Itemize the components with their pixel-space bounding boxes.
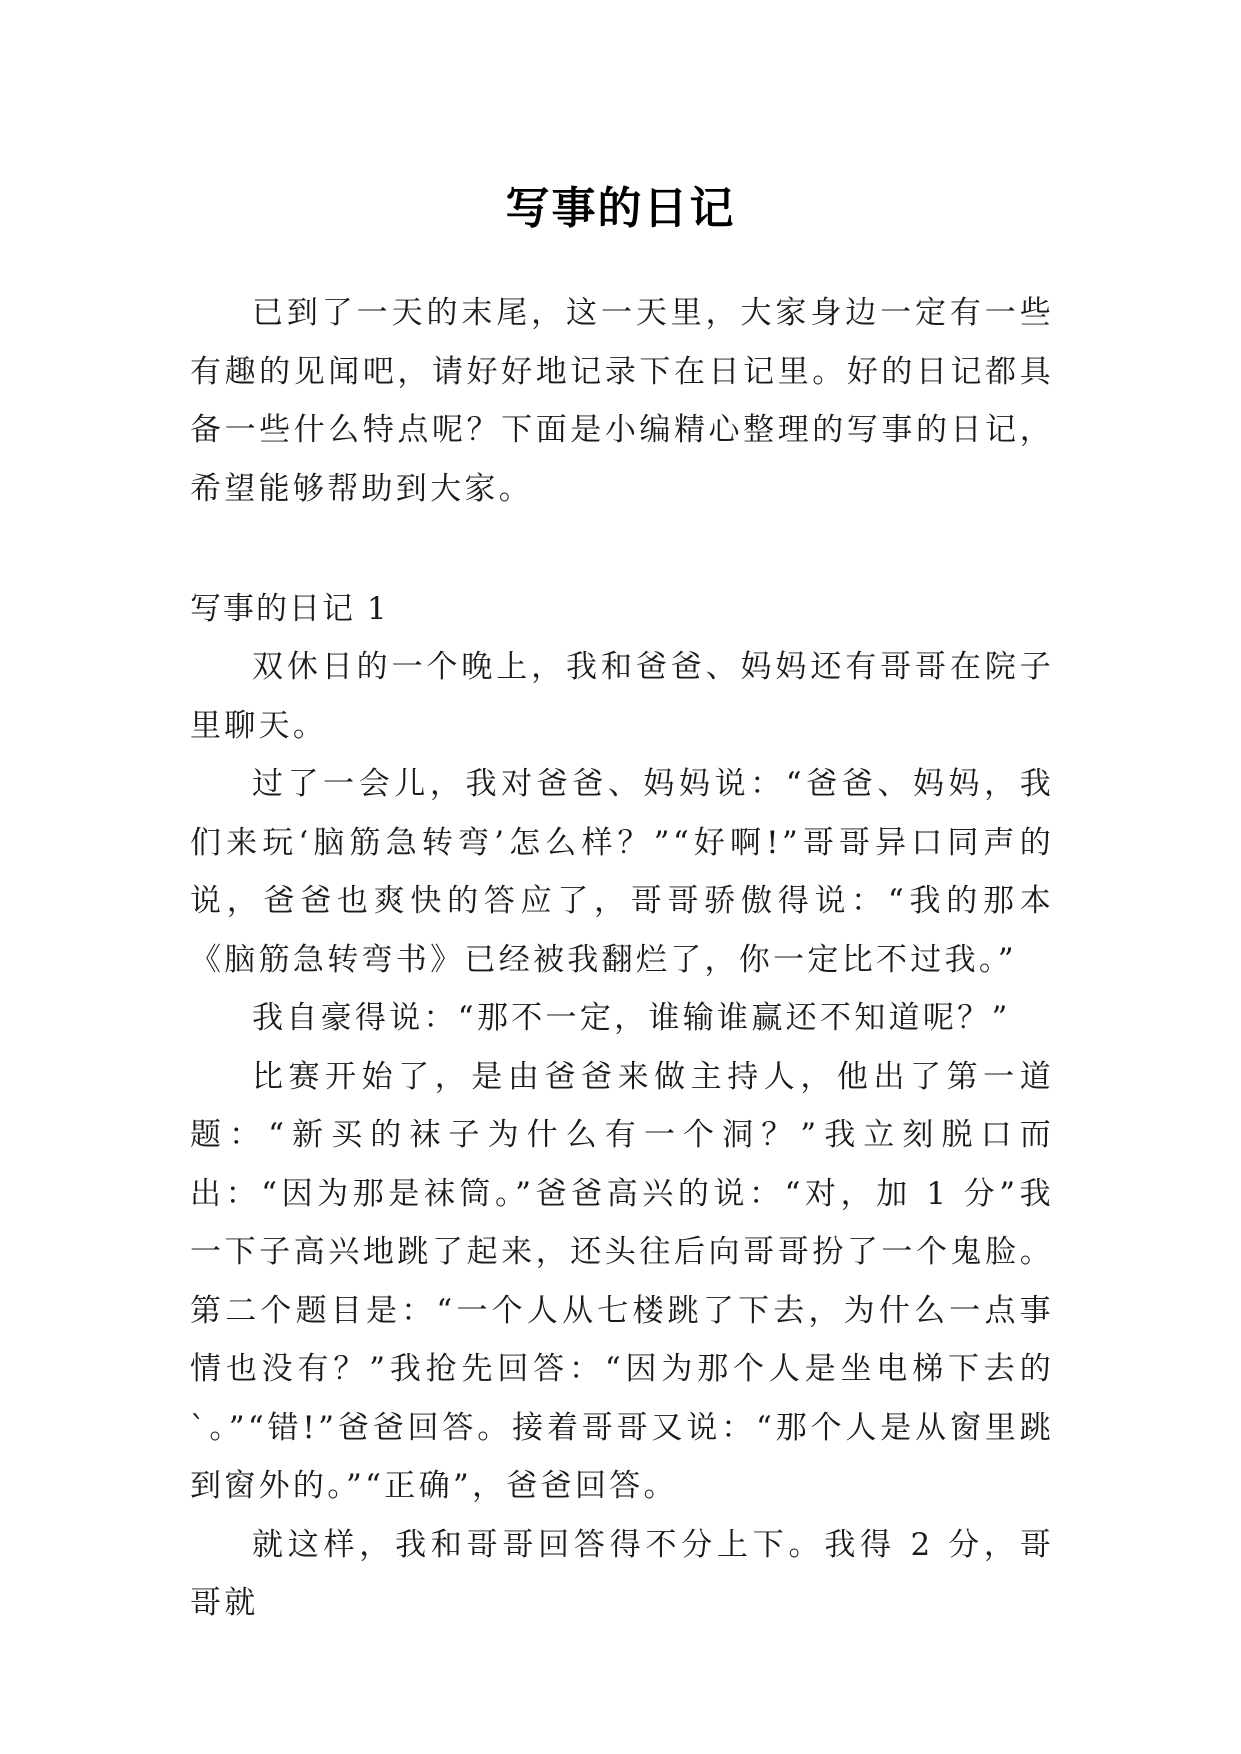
document-title: 写事的日记: [505, 183, 736, 235]
intro-paragraph: 已到了一天的末尾，这一天里，大家身边一定有一些有趣的见闻吧，请好好地记录下在日记里。好的日记都具备一些什么特点呢？下面是小编精心整理的写事的日记，希望能够帮助到大家。: [190, 295, 1054, 507]
diary-body: [190, 638, 1054, 1633]
intro-section: [190, 284, 1054, 518]
diary-paragraph: 比赛开始了，是由爸爸来做主持人，他出了第一道题：“新买的袜子为什么有一个洞？”我立刻脱口而出：“因为那是袜筒。”爸爸高兴的说：“对，加 1 分”我一下子高兴地跳了起来，还头往后向哥哥扮了一个鬼脸。第二个题目是：“一个人从七楼跳了下去，为什么一点事情也没有？”我抢先回答：“因为那个人是坐电梯下去的`。”“错!”爸爸回答。接着哥哥又说：“那个人是从窗里跳到窗外的。”“正确”，爸爸回答。: [190, 1058, 1054, 1504]
section-heading: 写事的日记 1: [190, 591, 389, 627]
diary-paragraph: 我自豪得说：“那不一定，谁输谁赢还不知道呢？”: [252, 1000, 1011, 1036]
diary-paragraph: 就这样，我和哥哥回答得不分上下。我得 2 分，哥哥就: [190, 1526, 1054, 1621]
diary-paragraph: 双休日的一个晚上，我和爸爸、妈妈还有哥哥在院子里聊天。: [190, 649, 1054, 744]
diary-paragraph: 过了一会儿，我对爸爸、妈妈说：“爸爸、妈妈，我们来玩‘脑筋急转弯’怎么样？”“好啊!”哥哥异口同声的说，爸爸也爽快的答应了，哥哥骄傲得说：“我的那本《脑筋急转弯书》已经被我翻烂了，你一定比不过我。”: [190, 766, 1054, 978]
